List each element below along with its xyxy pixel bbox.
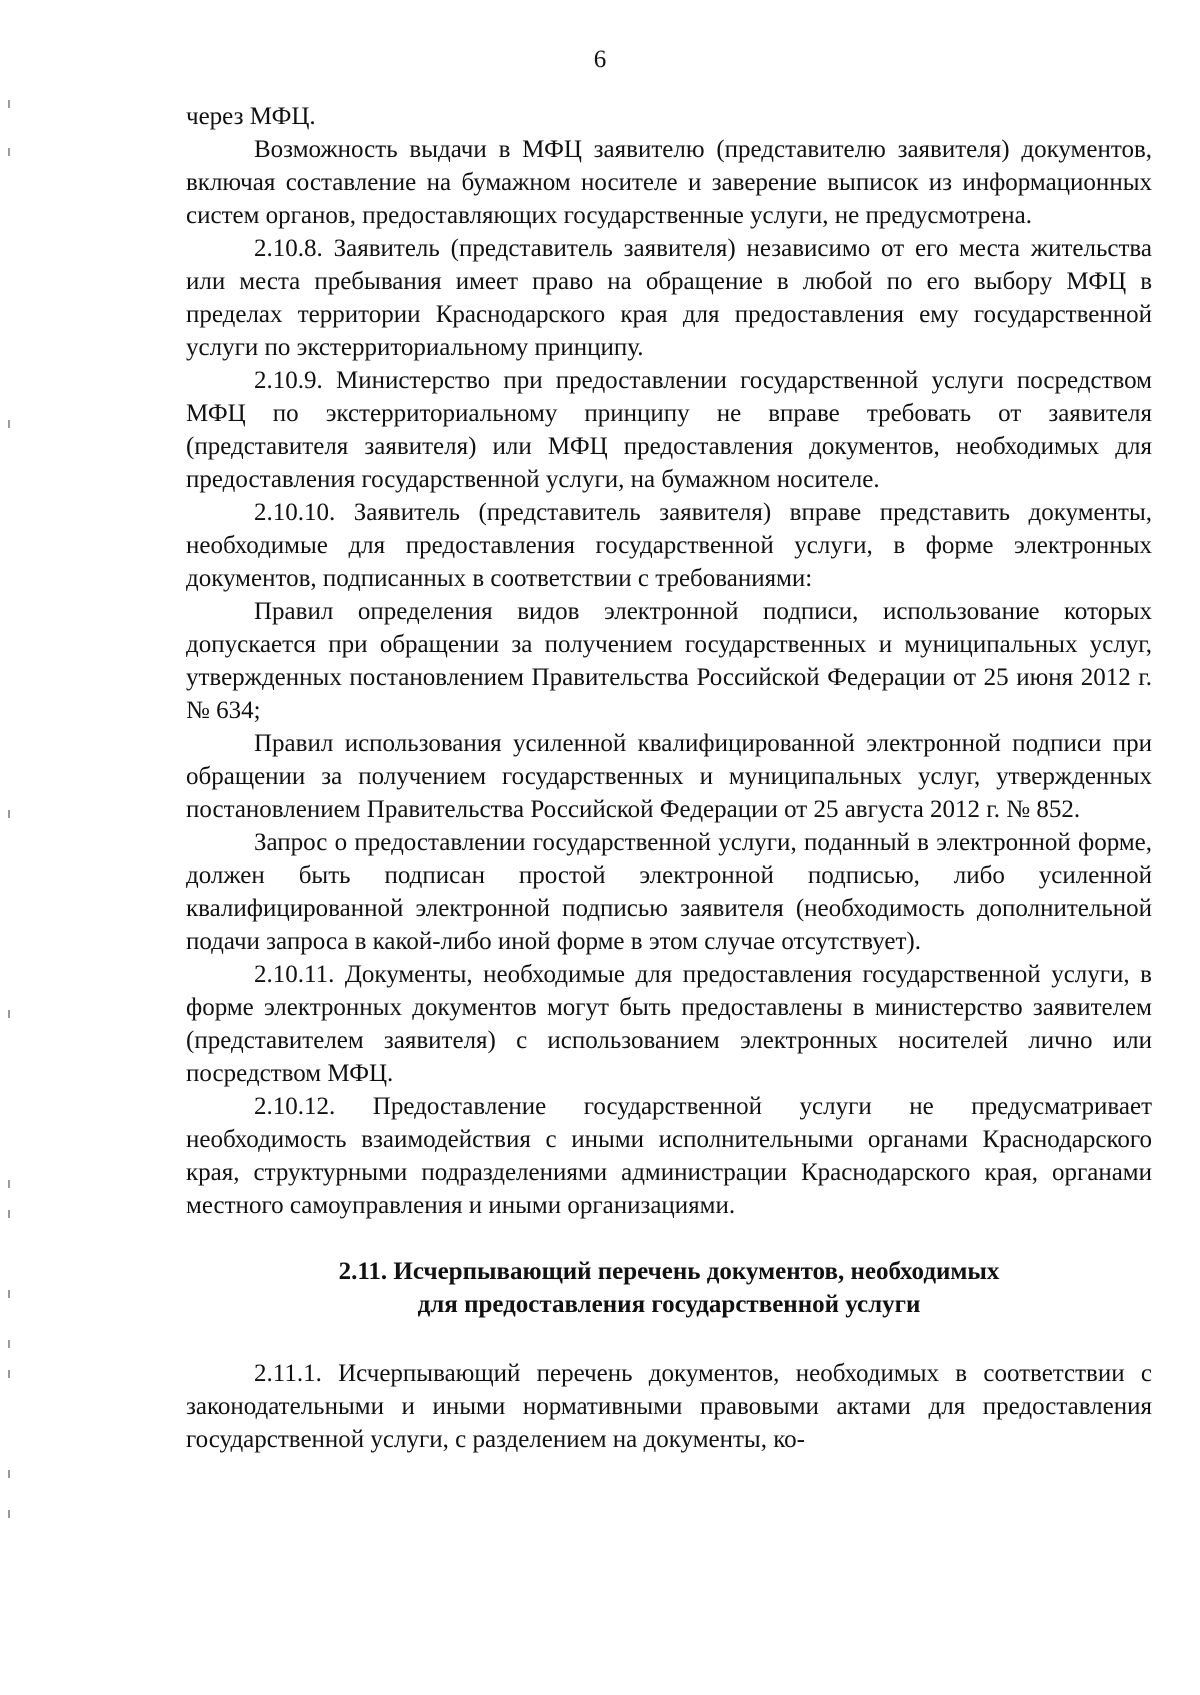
paragraph-2-10-11: 2.10.11. Документы, необходимые для предоставления государственной услуги, в форме электронных документов могут быть предоставлены в министерство заявителем (представителем заявителя) с использованием электронных носителей лично или посредством МФЦ. (186, 961, 1152, 1087)
paragraph-mfc-issuance: Возможность выдачи в МФЦ заявителю (представителю заявителя) документов, включая составление на бумажном носителе и заверение выписок из информационных систем органов, предоставляющих государственные услуги, не предусмотрена. (186, 136, 1152, 229)
section-heading-line-1: 2.11. Исчерпывающий перечень документов, необходимых (338, 1258, 1000, 1285)
paragraph-2-10-10: 2.10.10. Заявитель (представитель заявителя) вправе представить документы, необходимые для предоставления государственной услуги, в форме электронных документов, подписанных в соответствии с требованиями: (186, 499, 1152, 592)
document-body (186, 100, 1152, 1456)
paragraph-2-10-12: 2.10.12. Предоставление государственной услуги не предусматривает необходимость взаимодействия с иными исполнительными органами Краснодарского края, структурными подразделениями администрации Краснодарского края, органами местного самоуправления и иными организациями. (186, 1093, 1152, 1219)
paragraph-2-10-9: 2.10.9. Министерство при предоставлении государственной услуги посредством МФЦ по экстерриториальному принципу не вправе требовать от заявителя (представителя заявителя) или МФЦ предоставления документов, необходимых для предоставления государственной услуги, на бумажном носителе. (186, 367, 1152, 493)
paragraph-rules-852: Правил использования усиленной квалифицированной электронной подписи при обращении за получением государственных и муниципальных услуг, утвержденных постановлением Правительства Российской Федерации от 25 августа 2012 г. № 852. (186, 730, 1152, 823)
scan-margin-marks (8, 0, 12, 1695)
section-heading-2-11 (186, 1255, 1152, 1321)
section-heading-line-2: для предоставления государственной услуги (417, 1291, 921, 1318)
paragraph-2-11-1: 2.11.1. Исчерпывающий перечень документов, необходимых в соответствии с законодательными и иными нормативными правовыми актами для предоставления государственной услуги, с разделением на документы, ко- (186, 1360, 1152, 1453)
paragraph-electronic-request: Запрос о предоставлении государственной услуги, поданный в электронной форме, должен быть подписан простой электронной подписью, либо усиленной квалифицированной электронной подписью заявителя (необходимость дополнительной подачи запроса в какой-либо иной форме в этом случае отсутствует). (186, 829, 1152, 955)
page-number: 6 (593, 46, 607, 73)
paragraph-2-10-8: 2.10.8. Заявитель (представитель заявителя) независимо от его места жительства или места пребывания имеет право на обращение в любой по его выбору МФЦ в пределах территории Краснодарского края для предоставления ему государственной услуги по экстерриториальному принципу. (186, 235, 1152, 361)
paragraph-continuation: через МФЦ. (186, 103, 316, 130)
paragraph-rules-634: Правил определения видов электронной подписи, использование которых допускается при обращении за получением государственных и муниципальных услуг, утвержденных постановлением Правительства Российской Федерации от 25 июня 2012 г. № 634; (186, 598, 1152, 724)
